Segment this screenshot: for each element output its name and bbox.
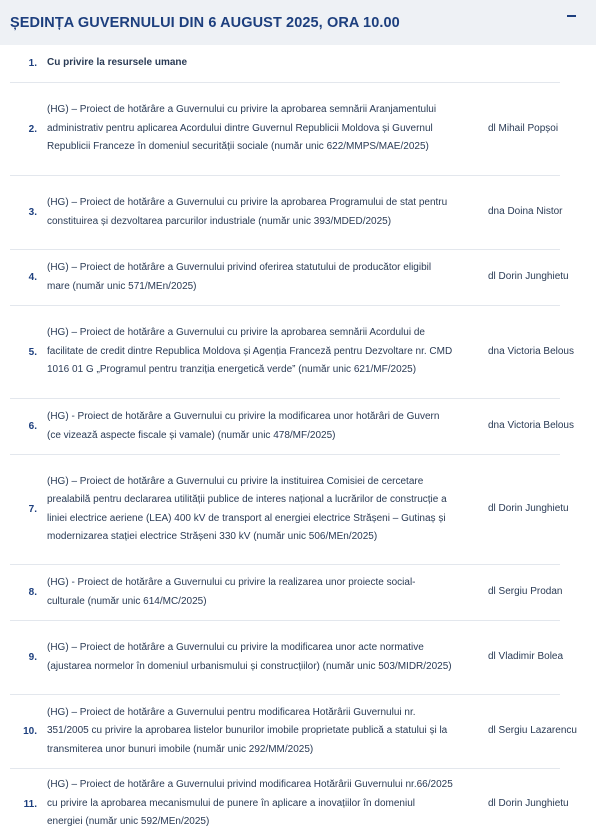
agenda-header[interactable] [0, 0, 596, 45]
item-responsible: dna Doina Nistor [488, 206, 563, 218]
item-description: (HG) – Proiect de hotărâre a Guvernului pentru modificarea Hotărârii Guvernului nr. 351/2005 cu privire la aprobarea listelor bunurilor imobile proprietate publică a statului și la transmiterea unor bunuri imobile (număr unic 292/MM/2025) [47, 706, 448, 755]
agenda-item-4 [10, 250, 569, 306]
item-number: 3. [28, 207, 37, 218]
agenda-item-8 [10, 565, 563, 621]
agenda-item-3 [10, 176, 563, 250]
agenda-title: ȘEDINȚA GUVERNULUI DIN 6 AUGUST 2025, ORA 10.00 [10, 14, 400, 31]
item-description: (HG) – Proiect de hotărâre a Guvernului cu privire la aprobarea semnării Acordului de facilitate de credit dintre Republica Moldova și Agenția Franceză pentru Dezvoltare nr. CMD 1016 01 G „Programul pentru tranziția energetică verde” (număr unic 621/MF/2025) [47, 327, 453, 376]
item-description: (HG) – Proiect de hotărâre a Guvernului privind oferirea statutului de producător eligibil mare (număr unic 571/MEn/2025) [47, 262, 432, 292]
item-responsible: dl Dorin Junghietu [488, 797, 569, 809]
agenda-item-10 [10, 695, 577, 769]
agenda-item-5 [10, 306, 574, 399]
item-number: 5. [28, 346, 37, 358]
section-number: 1. [28, 58, 37, 69]
item-responsible: dl Sergiu Prodan [488, 586, 563, 598]
item-number: 8. [28, 587, 37, 598]
agenda-item-6 [10, 399, 574, 455]
item-number: 11. [23, 798, 37, 810]
agenda-item-9 [10, 621, 564, 695]
section-title: Cu privire la resursele umane [47, 57, 188, 69]
item-number: 9. [28, 652, 37, 663]
item-description: (HG) – Proiect de hotărâre a Guvernului cu privire la instituirea Comisiei de cercetare prealabilă pentru declararea utilității publice de interes național a lucrărilor de construcție a liniei electrice aeriene (LEA) 400 kV de transport al energiei electrice Strășeni – Gutinaș și modernizarea stației electrice Strășeni 330 kV (număr unic 506/MEn/2025) [47, 475, 447, 542]
item-description: (HG) - Proiect de hotărâre a Guvernului cu privire la modificarea unor hotărâri de Guvern (ce vizează aspecte fiscale și vamale) (număr unic 478/MF/2025) [47, 411, 440, 441]
item-number: 6. [28, 421, 37, 432]
item-number: 4. [28, 272, 37, 283]
item-responsible: dl Vladimir Bolea [488, 651, 564, 663]
item-responsible: dl Mihail Popșoi [488, 122, 559, 134]
item-responsible: dna Victoria Belous [488, 345, 574, 357]
item-number: 7. [28, 504, 37, 515]
item-description: (HG) – Proiect de hotărâre a Guvernului privind modificarea Hotărârii Guvernului nr.66/2025 cu privire la aprobarea mecanismului de punere în aplicare a inovațiilor în domeniul energiei (număr unic 592/MEn/2025) [47, 779, 453, 828]
item-responsible: dl Sergiu Lazarencu [488, 725, 577, 737]
item-description: (HG) – Proiect de hotărâre a Guvernului cu privire la aprobarea Programului de stat pentru constituirea și dezvoltarea parcurilor industriale (număr unic 393/MDED/2025) [47, 197, 448, 227]
agenda-item-7 [10, 455, 569, 565]
item-description: (HG) - Proiect de hotărâre a Guvernului cu privire la realizarea unor proiecte social-culturale (număr unic 614/MC/2025) [47, 577, 416, 607]
minus-icon[interactable] [564, 9, 578, 23]
agenda-table [10, 45, 577, 839]
agenda-item-11 [10, 769, 569, 839]
item-responsible: dl Dorin Junghietu [488, 271, 569, 283]
item-description: (HG) – Proiect de hotărâre a Guvernului cu privire la modificarea unor acte normative (ajustarea normelor în domeniul urbanismului și construcțiilor) (număr unic 503/MIDR/2025) [47, 642, 452, 672]
item-description: (HG) – Proiect de hotărâre a Guvernului cu privire la aprobarea semnării Aranjamentului administrativ pentru aplicarea Acordului dintre Guvernul Republicii Moldova și Guvernul Republicii Franceze în domeniul securității sociale (număr unic 622/MMPS/MAE/2025) [47, 104, 437, 153]
agenda-section-row [10, 45, 560, 83]
item-number: 2. [28, 123, 37, 135]
item-responsible: dna Victoria Belous [488, 420, 574, 432]
item-number: 10. [23, 726, 37, 737]
item-responsible: dl Dorin Junghietu [488, 503, 569, 515]
agenda-item-2 [10, 83, 560, 176]
